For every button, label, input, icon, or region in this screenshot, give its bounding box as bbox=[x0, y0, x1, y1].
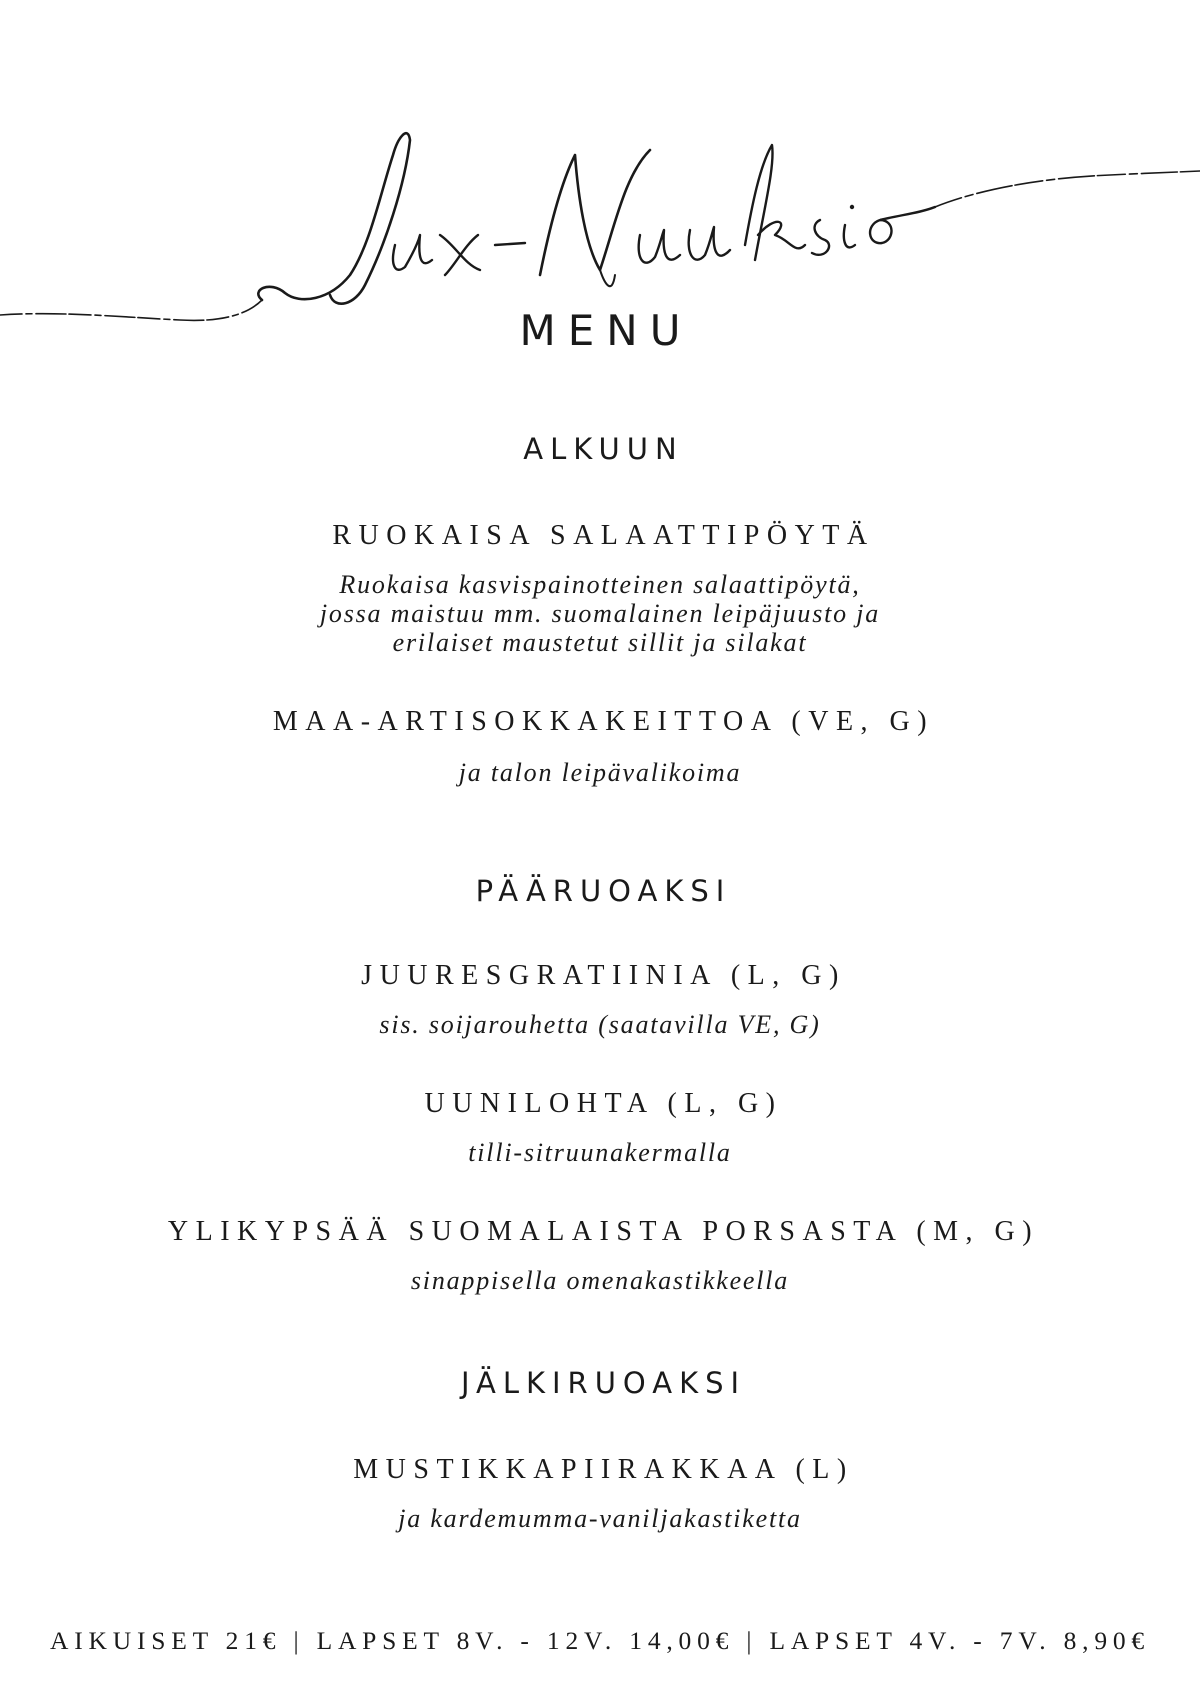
dish-description-line: ja kardemumma-vaniljakastiketta bbox=[398, 1504, 802, 1533]
price-footer: AIKUISET 21€ | LAPSET 8V. - 12V. 14,00€ | LAPSET 4V. - 7V. 8,90€ bbox=[50, 1626, 1150, 1655]
dish-description-line: Ruokaisa kasvispainotteinen salaattipöytä, bbox=[339, 570, 861, 599]
dish-name: RUOKAISA SALAATTIPÖYTÄ bbox=[332, 520, 875, 551]
dish-description-line: erilaiset maustetut sillit ja silakat bbox=[392, 628, 808, 657]
section-title-main-courses: PÄÄRUOAKSI bbox=[475, 874, 732, 908]
dish-description-line: jossa maistuu mm. suomalainen leipäjuusto ja bbox=[319, 599, 881, 628]
dish-name: YLIKYPSÄÄ SUOMALAISTA PORSASTA (M, G) bbox=[167, 1216, 1040, 1247]
dish-description-line: tilli-sitruunakermalla bbox=[468, 1138, 732, 1167]
dish-description-line: sinappisella omenakastikkeella bbox=[410, 1266, 790, 1295]
section-title-starters: ALKUUN bbox=[523, 432, 684, 466]
dish-description-line: sis. soijarouhetta (saatavilla VE, G) bbox=[379, 1010, 821, 1039]
dish-name: JUURESGRATIINIA (L, G) bbox=[361, 960, 846, 991]
section-title-desserts: JÄLKIRUOAKSI bbox=[460, 1366, 747, 1400]
dish-name: MUSTIKKAPIIRAKKAA (L) bbox=[353, 1454, 854, 1485]
dish-name: MAA-ARTISOKKAKEITTOA (VE, G) bbox=[272, 706, 935, 737]
logo bbox=[0, 95, 1200, 340]
logo-script-graphic bbox=[0, 95, 1200, 340]
dish-name: UUNILOHTA (L, G) bbox=[424, 1088, 783, 1119]
dish-description-line: ja talon leipävalikoima bbox=[458, 758, 742, 787]
menu-title: MENU bbox=[519, 306, 693, 355]
